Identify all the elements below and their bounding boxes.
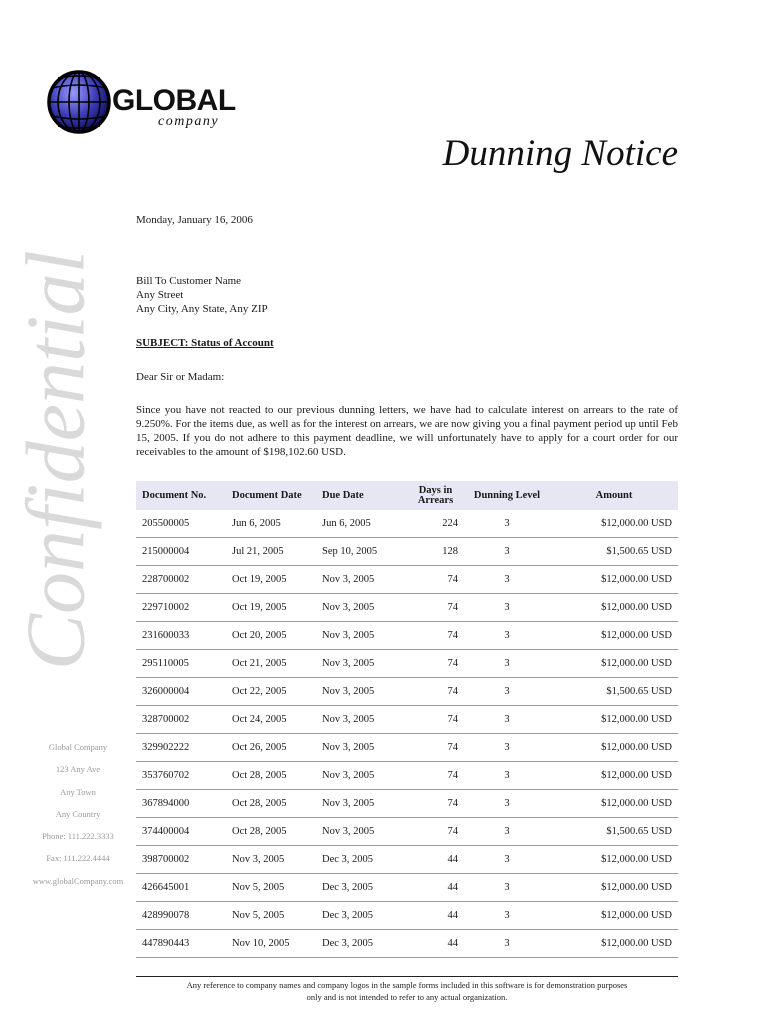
sidebar-company-name: Global Company xyxy=(48,742,108,752)
address-line-city: Any City, Any State, Any ZIP xyxy=(136,303,268,315)
cell-amount: $12,000.00 USD xyxy=(550,930,678,958)
cell-due-date: Nov 3, 2005 xyxy=(316,790,407,818)
cell-document-date: Oct 22, 2005 xyxy=(226,678,316,706)
cell-due-date: Nov 3, 2005 xyxy=(316,678,407,706)
cell-document-no: 228700002 xyxy=(136,566,226,594)
dunning-items-table xyxy=(136,481,678,958)
table-row xyxy=(136,678,678,706)
cell-amount: $1,500.65 USD xyxy=(550,538,678,566)
cell-days-in-arrears: 74 xyxy=(407,762,464,790)
cell-days-in-arrears: 44 xyxy=(407,902,464,930)
cell-dunning-level: 3 xyxy=(464,790,550,818)
sidebar-phone: Phone: 111.222.3333 xyxy=(42,831,114,842)
table-row xyxy=(136,622,678,650)
cell-document-date: Oct 21, 2005 xyxy=(226,650,316,678)
cell-days-in-arrears: 224 xyxy=(407,510,464,538)
address-line-street: Any Street xyxy=(136,289,184,301)
header-document-no: Document No. xyxy=(142,489,207,501)
table-row xyxy=(136,874,678,902)
cell-days-in-arrears: 74 xyxy=(407,790,464,818)
cell-amount: $12,000.00 USD xyxy=(550,650,678,678)
table-row xyxy=(136,510,678,538)
cell-amount: $12,000.00 USD xyxy=(550,594,678,622)
cell-document-date: Oct 28, 2005 xyxy=(226,818,316,846)
company-logo xyxy=(46,68,246,140)
cell-due-date: Nov 3, 2005 xyxy=(316,734,407,762)
sidebar-country: Any Country xyxy=(55,808,101,819)
cell-days-in-arrears: 44 xyxy=(407,846,464,874)
logo-text xyxy=(112,84,236,129)
table-row xyxy=(136,930,678,958)
cell-days-in-arrears: 74 xyxy=(407,622,464,650)
cell-due-date: Dec 3, 2005 xyxy=(316,874,407,902)
cell-amount: $1,500.65 USD xyxy=(550,818,678,846)
cell-document-date: Oct 20, 2005 xyxy=(226,622,316,650)
cell-document-no: 367894000 xyxy=(136,790,226,818)
cell-dunning-level: 3 xyxy=(464,678,550,706)
cell-due-date: Nov 3, 2005 xyxy=(316,566,407,594)
table-row xyxy=(136,538,678,566)
letter-body-paragraph: Since you have not reacted to our previous dunning letters, we have had to calculate interest on arrears to the rate of 9.250%. For the items due, as well as for the interest on arrears, we are now giving you a final payment period up until Feb 15, 2005. If you do not adhere to this payment deadline, we will unfortunately have to apply for a court order for our receivables to the amount of $198,102.60 USD. xyxy=(136,404,678,458)
letter-salutation: Dear Sir or Madam: xyxy=(136,371,225,383)
cell-days-in-arrears: 128 xyxy=(407,538,464,566)
cell-amount: $12,000.00 USD xyxy=(550,846,678,874)
cell-document-no: 328700002 xyxy=(136,706,226,734)
recipient-address xyxy=(136,274,678,316)
cell-document-no: 398700002 xyxy=(136,846,226,874)
cell-amount: $12,000.00 USD xyxy=(550,790,678,818)
cell-dunning-level: 3 xyxy=(464,902,550,930)
header-days-line1: Days in xyxy=(418,484,453,496)
cell-due-date: Nov 3, 2005 xyxy=(316,706,407,734)
cell-document-date: Jun 6, 2005 xyxy=(226,510,316,538)
cell-amount: $1,500.65 USD xyxy=(550,678,678,706)
cell-amount: $12,000.00 USD xyxy=(550,762,678,790)
cell-due-date: Nov 3, 2005 xyxy=(316,818,407,846)
footer-disclaimer xyxy=(136,979,678,1003)
cell-dunning-level: 3 xyxy=(464,930,550,958)
cell-amount: $12,000.00 USD xyxy=(550,510,678,538)
cell-amount: $12,000.00 USD xyxy=(550,566,678,594)
cell-due-date: Nov 3, 2005 xyxy=(316,594,407,622)
cell-amount: $12,000.00 USD xyxy=(550,874,678,902)
sidebar-town: Any Town xyxy=(60,786,96,797)
table-row xyxy=(136,818,678,846)
cell-dunning-level: 3 xyxy=(464,818,550,846)
header-days-line2: Arrears xyxy=(417,494,454,506)
table-row xyxy=(136,566,678,594)
cell-dunning-level: 3 xyxy=(464,762,550,790)
table-row xyxy=(136,650,678,678)
table-body xyxy=(136,510,678,958)
cell-due-date: Sep 10, 2005 xyxy=(316,538,407,566)
cell-document-no: 353760702 xyxy=(136,762,226,790)
cell-days-in-arrears: 74 xyxy=(407,734,464,762)
cell-due-date: Dec 3, 2005 xyxy=(316,902,407,930)
table-row xyxy=(136,594,678,622)
cell-dunning-level: 3 xyxy=(464,538,550,566)
cell-days-in-arrears: 74 xyxy=(407,650,464,678)
cell-due-date: Dec 3, 2005 xyxy=(316,846,407,874)
table-row xyxy=(136,846,678,874)
cell-due-date: Nov 3, 2005 xyxy=(316,762,407,790)
cell-document-no: 426645001 xyxy=(136,874,226,902)
address-line-name: Bill To Customer Name xyxy=(136,275,242,287)
cell-days-in-arrears: 74 xyxy=(407,706,464,734)
header-days-in-arrears xyxy=(407,481,464,510)
table-row xyxy=(136,902,678,930)
table-row xyxy=(136,762,678,790)
cell-due-date: Nov 3, 2005 xyxy=(316,650,407,678)
cell-amount: $12,000.00 USD xyxy=(550,622,678,650)
table-row xyxy=(136,706,678,734)
document-title: Dunning Notice xyxy=(442,133,678,174)
cell-document-date: Jul 21, 2005 xyxy=(226,538,316,566)
header-due-date: Due Date xyxy=(322,489,364,501)
cell-due-date: Jun 6, 2005 xyxy=(316,510,407,538)
letter-date: Monday, January 16, 2006 xyxy=(136,214,253,226)
table-header-row xyxy=(136,481,678,510)
sidebar-fax: Fax: 111.222.4444 xyxy=(46,853,110,864)
cell-document-date: Oct 28, 2005 xyxy=(226,762,316,790)
cell-dunning-level: 3 xyxy=(464,874,550,902)
cell-document-no: 329902222 xyxy=(136,734,226,762)
cell-document-no: 205500005 xyxy=(136,510,226,538)
cell-dunning-level: 3 xyxy=(464,706,550,734)
header-dunning-level: Dunning Level xyxy=(473,489,541,501)
cell-amount: $12,000.00 USD xyxy=(550,706,678,734)
logo-name: GLOBAL xyxy=(112,84,236,117)
sidebar-street: 123 Any Ave xyxy=(55,764,101,775)
table-row xyxy=(136,734,678,762)
cell-dunning-level: 3 xyxy=(464,650,550,678)
cell-document-date: Oct 28, 2005 xyxy=(226,790,316,818)
header-amount: Amount xyxy=(595,489,633,501)
cell-document-date: Oct 24, 2005 xyxy=(226,706,316,734)
cell-document-no: 374400004 xyxy=(136,818,226,846)
cell-document-date: Oct 26, 2005 xyxy=(226,734,316,762)
cell-document-no: 215000004 xyxy=(136,538,226,566)
cell-document-no: 231600033 xyxy=(136,622,226,650)
footer-line-1: Any reference to company names and company logos in the sample forms included in this software is for demonstration purposes xyxy=(186,980,628,990)
cell-due-date: Nov 3, 2005 xyxy=(316,622,407,650)
cell-document-date: Nov 10, 2005 xyxy=(226,930,316,958)
cell-document-date: Oct 19, 2005 xyxy=(226,566,316,594)
cell-document-no: 428990078 xyxy=(136,902,226,930)
cell-dunning-level: 3 xyxy=(464,846,550,874)
cell-dunning-level: 3 xyxy=(464,510,550,538)
cell-days-in-arrears: 74 xyxy=(407,594,464,622)
letter-subject: SUBJECT: Status of Account xyxy=(136,337,274,349)
cell-dunning-level: 3 xyxy=(464,622,550,650)
header-document-date: Document Date xyxy=(232,489,302,501)
confidential-watermark xyxy=(9,230,103,690)
footer-line-2: only and is not intended to refer to any actual organization. xyxy=(306,992,508,1002)
cell-amount: $12,000.00 USD xyxy=(550,902,678,930)
cell-document-date: Oct 19, 2005 xyxy=(226,594,316,622)
cell-dunning-level: 3 xyxy=(464,566,550,594)
watermark-text: Confidential xyxy=(9,250,103,670)
cell-due-date: Dec 3, 2005 xyxy=(316,930,407,958)
cell-document-date: Nov 5, 2005 xyxy=(226,874,316,902)
cell-document-date: Nov 3, 2005 xyxy=(226,846,316,874)
table-row xyxy=(136,790,678,818)
company-contact-sidebar xyxy=(20,740,136,896)
cell-days-in-arrears: 44 xyxy=(407,874,464,902)
cell-dunning-level: 3 xyxy=(464,594,550,622)
cell-document-no: 447890443 xyxy=(136,930,226,958)
footer-divider xyxy=(136,976,678,977)
cell-document-date: Nov 5, 2005 xyxy=(226,902,316,930)
cell-dunning-level: 3 xyxy=(464,734,550,762)
cell-days-in-arrears: 74 xyxy=(407,678,464,706)
sidebar-website: www.globalCompany.com xyxy=(32,875,124,886)
cell-document-no: 295110005 xyxy=(136,650,226,678)
cell-document-no: 229710002 xyxy=(136,594,226,622)
cell-days-in-arrears: 74 xyxy=(407,818,464,846)
cell-amount: $12,000.00 USD xyxy=(550,734,678,762)
globe-icon xyxy=(46,68,112,136)
cell-document-no: 326000004 xyxy=(136,678,226,706)
logo-subtitle: company xyxy=(158,114,220,129)
cell-days-in-arrears: 44 xyxy=(407,930,464,958)
cell-days-in-arrears: 74 xyxy=(407,566,464,594)
